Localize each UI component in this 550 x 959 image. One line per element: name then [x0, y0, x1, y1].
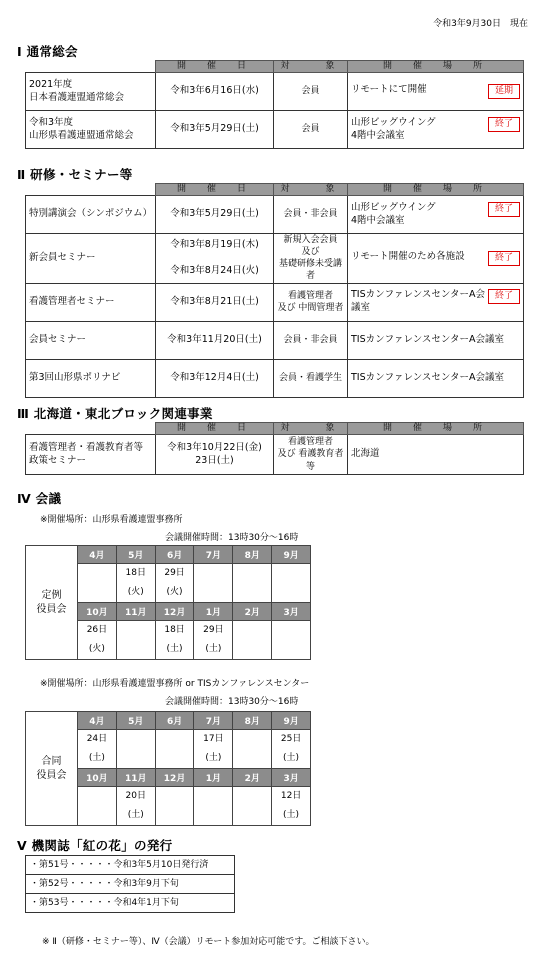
journal-item: ・第51号・・・・・令和3年5月10日発行済 [26, 856, 234, 875]
month-header: 10月 [78, 603, 117, 621]
meeting-date-cell [233, 564, 272, 603]
header-target: 対 象 [274, 423, 348, 435]
event-row [26, 359, 524, 397]
meeting-date-cell: 17日 (土) [194, 730, 233, 769]
event-place-text: TISカンファレンスセンターA会議室 [351, 333, 505, 345]
general-meeting-table [25, 60, 524, 149]
event-target: 看護管理者 及び 中間管理者 [274, 283, 348, 321]
meeting-date-cell [155, 787, 194, 826]
month-header: 1月 [194, 769, 233, 787]
meeting-date-cell: 29日 (土) [194, 621, 233, 660]
status-badge: 延期 [488, 84, 520, 99]
header-date: 開 催 日 [156, 61, 274, 73]
event-date: 令和3年6月16日(水) [156, 73, 274, 111]
event-target: 会員・非会員 [274, 196, 348, 234]
header-place: 開 催 場 所 [348, 184, 524, 196]
month-header: 7月 [194, 712, 233, 730]
meeting-date-cell: 20日 (土) [116, 787, 155, 826]
event-row [26, 283, 524, 321]
event-date: 令和3年10月22日(金) 23日(土) [156, 435, 274, 475]
meeting-date-cell [78, 564, 117, 603]
event-place-text: TISカンファレンスセンターA会議室 [351, 289, 486, 314]
event-row [26, 73, 524, 111]
event-name: 特別講演会（シンポジウム） [26, 196, 156, 234]
event-place [348, 234, 524, 284]
regular-meeting-grid [25, 545, 311, 660]
meeting-date-cell [272, 621, 311, 660]
month-header: 5月 [116, 712, 155, 730]
meeting-date-cell: 26日 (火) [78, 621, 117, 660]
event-row [26, 234, 524, 284]
regular-venue-note: ※開催場所：山形県看護連盟事務所 [40, 515, 183, 525]
event-place-text: リモート開催のため各施設 [351, 250, 465, 262]
header-target: 対 象 [274, 184, 348, 196]
event-date: 令和3年5月29日(土) [156, 111, 274, 149]
meeting-date-cell [233, 787, 272, 826]
month-header: 1月 [194, 603, 233, 621]
month-header: 12月 [155, 769, 194, 787]
event-target: 会員 [274, 73, 348, 111]
event-date: 令和3年8月19日(木) 令和3年8月24日(火) [156, 234, 274, 284]
meeting-label: 合同 役員会 [26, 712, 78, 826]
event-place [348, 196, 524, 234]
month-header: 8月 [233, 546, 272, 564]
month-header: 7月 [194, 546, 233, 564]
meeting-date-cell: 24日 (土) [78, 730, 117, 769]
meeting-date-cell [116, 621, 155, 660]
meeting-date-cell: 29日 (火) [155, 564, 194, 603]
event-row [26, 435, 524, 475]
section-4-title: Ⅳ 会議 [17, 491, 62, 506]
journal-list [25, 855, 235, 913]
event-place-text: TISカンファレンスセンターA会議室 [351, 371, 505, 383]
event-target: 看護管理者 及び 看護教育者等 [274, 435, 348, 475]
event-row [26, 111, 524, 149]
event-place [348, 73, 524, 111]
event-name: 新会員セミナー [26, 234, 156, 284]
month-header: 8月 [233, 712, 272, 730]
month-header: 3月 [272, 769, 311, 787]
event-target: 会員・看護学生 [274, 359, 348, 397]
event-place [348, 359, 524, 397]
month-header: 9月 [272, 546, 311, 564]
event-place [348, 111, 524, 149]
meeting-date-cell [272, 564, 311, 603]
status-badge: 終了 [488, 202, 520, 217]
footnote: ※ Ⅱ（研修・セミナー等）、Ⅳ（会議）リモート参加対応可能です。ご相談下さい。 [42, 937, 375, 947]
joint-meeting-grid [25, 711, 311, 826]
event-name: 令和3年度 山形県看護連盟通常総会 [26, 111, 156, 149]
event-target: 会員 [274, 111, 348, 149]
journal-item: ・第53号・・・・・令和4年1月下旬 [30, 898, 179, 908]
event-place [348, 321, 524, 359]
meeting-date-cell [155, 730, 194, 769]
meeting-date-cell: 18日 (土) [155, 621, 194, 660]
month-header: 2月 [233, 603, 272, 621]
journal-item: ・第52号・・・・・令和3年9月下旬 [26, 875, 234, 894]
event-date: 令和3年12月4日(土) [156, 359, 274, 397]
status-badge: 終了 [488, 251, 520, 266]
meeting-date-cell [233, 621, 272, 660]
event-name: 看護管理者・看護教育者等 政策セミナー [26, 435, 156, 475]
status-badge: 終了 [488, 117, 520, 132]
joint-time-note: 会議開催時間：13時30分～16時 [165, 697, 299, 707]
month-header: 6月 [155, 546, 194, 564]
event-date: 令和3年5月29日(土) [156, 196, 274, 234]
month-header: 12月 [155, 603, 194, 621]
event-name: 第3回山形県ポリナビ [26, 359, 156, 397]
month-header: 9月 [272, 712, 311, 730]
event-name: 会員セミナー [26, 321, 156, 359]
event-place-text: 山形ビッグウイング 4階中会議室 [351, 201, 436, 226]
event-name: 看護管理者セミナー [26, 283, 156, 321]
event-target: 会員・非会員 [274, 321, 348, 359]
month-header: 10月 [78, 769, 117, 787]
section-3-title: Ⅲ 北海道・東北ブロック関連事業 [17, 406, 213, 421]
joint-venue-note: ※開催場所：山形県看護連盟事務所 or TISカンファレンスセンター [40, 679, 310, 689]
month-header: 2月 [233, 769, 272, 787]
meeting-date-cell [194, 564, 233, 603]
month-header: 4月 [78, 546, 117, 564]
status-badge: 終了 [488, 289, 520, 304]
month-header: 11月 [116, 769, 155, 787]
event-place-text: 山形ビッグウイング 4階中会議室 [351, 116, 436, 141]
month-header: 3月 [272, 603, 311, 621]
meeting-date-cell: 25日 (土) [272, 730, 311, 769]
meeting-label: 定例 役員会 [26, 546, 78, 660]
header-place: 開 催 場 所 [348, 61, 524, 73]
as-of-date: 令和3年9月30日 現在 [433, 19, 528, 29]
meeting-date-cell: 18日 (火) [116, 564, 155, 603]
event-place-text: リモートにて開催 [351, 84, 427, 95]
event-place-text: 北海道 [351, 448, 380, 460]
header-target: 対 象 [274, 61, 348, 73]
event-row [26, 321, 524, 359]
meeting-date-cell: 12日 (土) [272, 787, 311, 826]
month-header: 4月 [78, 712, 117, 730]
meeting-date-cell [78, 787, 117, 826]
seminar-table [25, 183, 524, 398]
header-place: 開 催 場 所 [348, 423, 524, 435]
section-5-title: Ⅴ 機関誌「紅の花」の発行 [17, 838, 173, 853]
section-1-title: Ⅰ 通常総会 [17, 44, 78, 59]
meeting-date-cell [116, 730, 155, 769]
header-date: 開 催 日 [156, 423, 274, 435]
regular-time-note: 会議開催時間：13時30分～16時 [165, 533, 299, 543]
header-date: 開 催 日 [156, 184, 274, 196]
block-event-table [25, 422, 524, 475]
month-header: 6月 [155, 712, 194, 730]
meeting-date-cell [233, 730, 272, 769]
event-row [26, 196, 524, 234]
event-date: 令和3年11月20日(土) [156, 321, 274, 359]
event-place [348, 435, 524, 475]
meeting-date-cell [194, 787, 233, 826]
month-header: 11月 [116, 603, 155, 621]
event-date: 令和3年8月21日(土) [156, 283, 274, 321]
event-place [348, 283, 524, 321]
event-target: 新規入会会員 及び 基礎研修未受講者 [274, 234, 348, 284]
month-header: 5月 [116, 546, 155, 564]
section-2-title: Ⅱ 研修・セミナー等 [17, 167, 133, 182]
event-name: 2021年度 日本看護連盟通常総会 [26, 73, 156, 111]
